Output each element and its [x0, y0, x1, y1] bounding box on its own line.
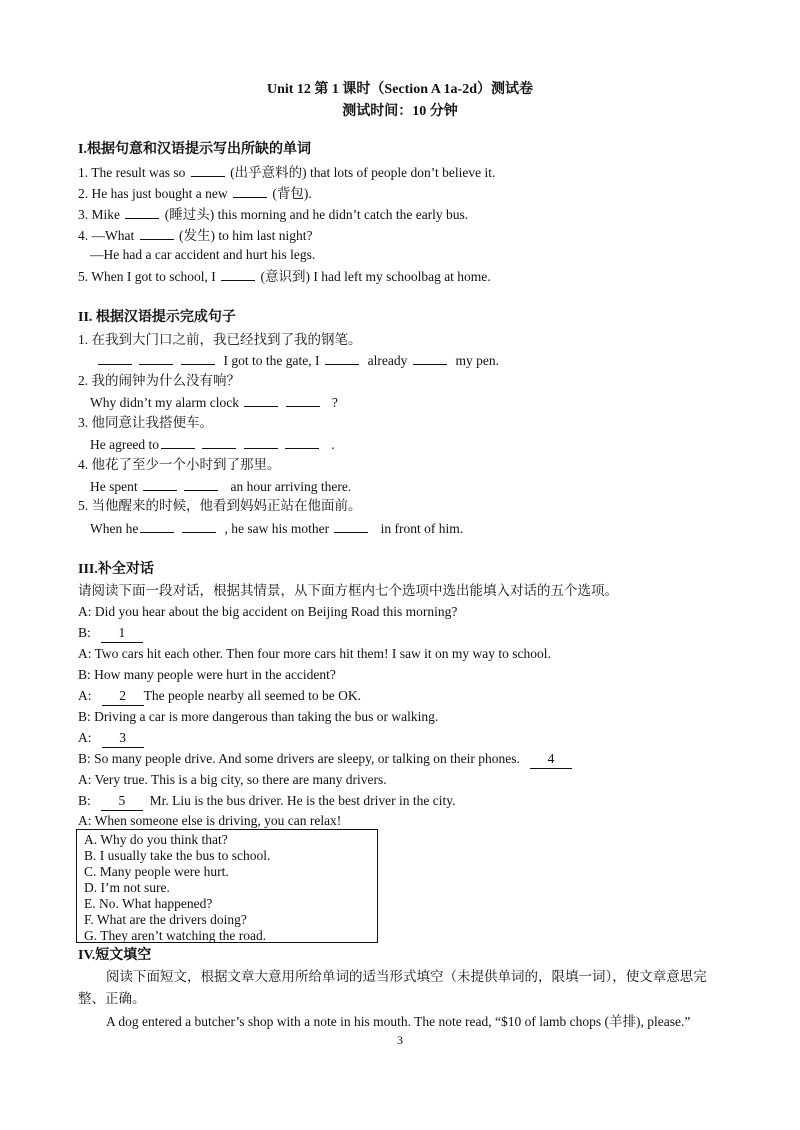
- dialogue-line-10: B: 5 Mr. Liu is the bus driver. He is the best driver in the city.: [78, 792, 455, 811]
- test-time: 测试时间：10 分钟: [342, 104, 458, 119]
- answer-blank[interactable]: [244, 393, 278, 407]
- dialogue-line-2: B: 1: [78, 624, 143, 643]
- section1-question-4-reply: —He had a car accident and hurt his legs.: [90, 247, 316, 262]
- answer-blank[interactable]: [182, 519, 216, 533]
- option-a: A. Why do you think that?: [84, 832, 228, 847]
- answer-blank[interactable]: [140, 519, 174, 533]
- dialogue-line-7: A: 3: [78, 729, 144, 748]
- answer-blank[interactable]: [233, 184, 267, 198]
- answer-blank[interactable]: [139, 351, 173, 365]
- section1-question-3: 3. Mike (睡过头) this morning and he didn’t catch the early bus.: [78, 207, 469, 222]
- section4-instruction: 阅读下面短文，根据文章大意用所给单词的适当形式填空（未提供单词的，限填一词），使文章意思完整、正确。: [78, 969, 707, 1006]
- answer-blank[interactable]: [325, 351, 359, 365]
- answer-blank[interactable]: [140, 226, 174, 240]
- answer-blank[interactable]: [202, 435, 236, 449]
- section2-question-1-chinese: 1. 在我到大门口之前，我已经找到了我的钢笔。: [78, 332, 362, 347]
- section2-question-3-english: He agreed to .: [90, 437, 335, 452]
- answer-blank[interactable]: [98, 351, 132, 365]
- answer-blank[interactable]: [286, 393, 320, 407]
- section2-question-1-english: I got to the gate, I already my pen.: [96, 351, 499, 370]
- section2-question-2-chinese: 2. 我的闹钟为什么没有响？: [78, 373, 240, 388]
- dialogue-blank-1[interactable]: 1: [101, 624, 143, 643]
- dialogue-line-6: B: Driving a car is more dangerous than taking the bus or walking.: [78, 709, 439, 724]
- dialogue-line-4: B: How many people were hurt in the accident?: [78, 667, 336, 682]
- answer-blank[interactable]: [221, 267, 255, 281]
- option-e: E. No. What happened?: [84, 896, 213, 911]
- section1-question-2: 2. He has just bought a new (背包).: [78, 186, 312, 201]
- dialogue-line-8: B: So many people drive. And some drivers are sleepy, or talking on their phones. 4: [78, 750, 572, 769]
- option-b: B. I usually take the bus to school.: [84, 848, 271, 863]
- page-number: 3: [397, 1033, 403, 1047]
- answer-blank[interactable]: [125, 205, 159, 219]
- section1-question-1: 1. The result was so (出乎意料的) that lots of people don’t believe it.: [78, 165, 496, 180]
- answer-blank[interactable]: [181, 351, 215, 365]
- option-d: D. I’m not sure.: [84, 880, 170, 895]
- answer-blank[interactable]: [334, 519, 368, 533]
- section2-question-5-chinese: 5. 当他醒来的时候，他看到妈妈正站在他面前。: [78, 498, 362, 513]
- section3-heading: III.补全对话: [78, 562, 154, 577]
- section1-question-5: 5. When I got to school, I (意识到) I had left my schoolbag at home.: [78, 269, 491, 284]
- option-c: C. Many people were hurt.: [84, 864, 229, 879]
- dialogue-blank-2[interactable]: 2: [102, 687, 144, 706]
- dialogue-blank-3[interactable]: 3: [102, 729, 144, 748]
- dialogue-line-3: A: Two cars hit each other. Then four more cars hit them! I saw it on my way to school.: [78, 646, 551, 661]
- dialogue-blank-5[interactable]: 5: [101, 792, 143, 811]
- section2-question-2-english: Why didn’t my alarm clock ?: [90, 395, 338, 410]
- options-box: [76, 829, 378, 943]
- option-f: F. What are the drivers doing?: [84, 912, 247, 927]
- section3-instruction: 请阅读下面一段对话，根据其情景，从下面方框内七个选项中选出能填入对话的五个选项。: [78, 583, 618, 598]
- answer-blank[interactable]: [413, 351, 447, 365]
- section4-passage: A dog entered a butcher’s shop with a note in his mouth. The note read, “$10 of lamb chops (羊排), please.”: [106, 1014, 691, 1029]
- answer-blank[interactable]: [184, 477, 218, 491]
- section1-heading: I.根据句意和汉语提示写出所缺的单词: [78, 142, 311, 157]
- section2-question-4-english: He spent an hour arriving there.: [90, 479, 352, 494]
- dialogue-blank-4[interactable]: 4: [530, 750, 572, 769]
- section1-question-4: 4. —What (发生) to him last night?: [78, 228, 313, 243]
- answer-blank[interactable]: [244, 435, 278, 449]
- section2-question-3-chinese: 3. 他同意让我搭便车。: [78, 415, 213, 430]
- answer-blank[interactable]: [285, 435, 319, 449]
- dialogue-line-1: A: Did you hear about the big accident on Beijing Road this morning?: [78, 604, 458, 619]
- answer-blank[interactable]: [143, 477, 177, 491]
- dialogue-line-11: A: When someone else is driving, you can relax!: [78, 813, 342, 828]
- dialogue-line-5: A: 2 The people nearby all seemed to be OK.: [78, 687, 361, 706]
- section2-question-4-chinese: 4. 他花了至少一个小时到了那里。: [78, 457, 281, 472]
- worksheet-title: Unit 12 第 1 课时（Section A 1a-2d）测试卷: [266, 82, 533, 97]
- section2-heading: II. 根据汉语提示完成句子: [78, 310, 236, 325]
- section4-heading: IV.短文填空: [78, 948, 152, 963]
- answer-blank[interactable]: [161, 435, 195, 449]
- option-g: G. They aren’t watching the road.: [84, 928, 267, 943]
- section2-question-5-english: When he , he saw his mother in front of him.: [90, 521, 464, 536]
- dialogue-line-9: A: Very true. This is a big city, so there are many drivers.: [78, 772, 387, 787]
- answer-blank[interactable]: [191, 163, 225, 177]
